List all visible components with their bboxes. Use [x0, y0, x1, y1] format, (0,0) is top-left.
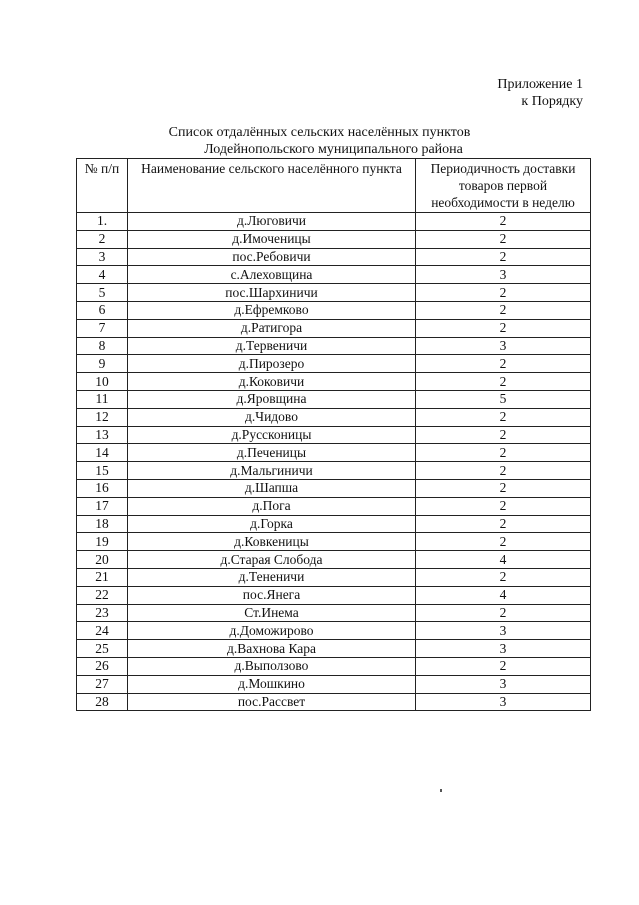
appendix-line-2: к Порядку — [521, 94, 583, 109]
row-number: 4 — [77, 266, 128, 284]
delivery-frequency: 2 — [416, 462, 591, 480]
table-row — [77, 551, 591, 569]
table-header-row — [77, 159, 591, 213]
table-row — [77, 693, 591, 711]
delivery-frequency: 2 — [416, 213, 591, 231]
row-number: 9 — [77, 355, 128, 373]
title-line-2: Лодейнопольского муниципального района — [204, 142, 463, 157]
delivery-frequency: 3 — [416, 622, 591, 640]
row-number: 15 — [77, 462, 128, 480]
row-number: 12 — [77, 408, 128, 426]
table-row — [77, 444, 591, 462]
row-number: 21 — [77, 568, 128, 586]
row-number: 10 — [77, 373, 128, 391]
settlement-name: Ст.Инема — [128, 604, 416, 622]
table-row — [77, 586, 591, 604]
row-number: 26 — [77, 657, 128, 675]
row-number: 17 — [77, 497, 128, 515]
table-row — [77, 408, 591, 426]
settlement-name: д.Пирозеро — [128, 355, 416, 373]
delivery-frequency: 2 — [416, 497, 591, 515]
table-row — [77, 568, 591, 586]
table-row — [77, 515, 591, 533]
table-row — [77, 533, 591, 551]
row-number: 25 — [77, 640, 128, 658]
table-row — [77, 284, 591, 302]
delivery-frequency: 2 — [416, 408, 591, 426]
delivery-frequency: 2 — [416, 515, 591, 533]
appendix-line-1: Приложение 1 — [497, 77, 583, 92]
delivery-frequency: 2 — [416, 301, 591, 319]
table-row — [77, 497, 591, 515]
settlement-name: д.Пога — [128, 497, 416, 515]
row-number: 16 — [77, 479, 128, 497]
delivery-frequency: 3 — [416, 675, 591, 693]
settlement-name: д.Старая Слобода — [128, 551, 416, 569]
delivery-frequency: 3 — [416, 640, 591, 658]
settlement-name: д.Ратигора — [128, 319, 416, 337]
delivery-frequency: 2 — [416, 248, 591, 266]
settlement-name: д.Тененичи — [128, 568, 416, 586]
row-number: 7 — [77, 319, 128, 337]
settlement-name: с.Алеховщина — [128, 266, 416, 284]
delivery-frequency: 2 — [416, 657, 591, 675]
title-line-1: Список отдалённых сельских населённых пунктов — [168, 125, 471, 140]
row-number: 1. — [77, 213, 128, 231]
delivery-frequency: 2 — [416, 284, 591, 302]
settlement-name: д.Чидово — [128, 408, 416, 426]
table-row — [77, 640, 591, 658]
settlements-table — [76, 158, 591, 711]
settlement-name: пос.Шархиничи — [128, 284, 416, 302]
delivery-frequency: 4 — [416, 551, 591, 569]
row-number: 20 — [77, 551, 128, 569]
table-row — [77, 462, 591, 480]
table-row — [77, 301, 591, 319]
settlement-name: д.Руссконицы — [128, 426, 416, 444]
settlement-name: пос.Рассвет — [128, 693, 416, 711]
row-number: 19 — [77, 533, 128, 551]
table-row — [77, 337, 591, 355]
row-number: 22 — [77, 586, 128, 604]
delivery-frequency: 2 — [416, 568, 591, 586]
row-number: 23 — [77, 604, 128, 622]
row-number: 6 — [77, 301, 128, 319]
row-number: 27 — [77, 675, 128, 693]
settlement-name: д.Горка — [128, 515, 416, 533]
delivery-frequency: 2 — [416, 604, 591, 622]
table-row — [77, 248, 591, 266]
delivery-frequency: 2 — [416, 319, 591, 337]
table-row — [77, 657, 591, 675]
settlement-name: д.Ефремково — [128, 301, 416, 319]
delivery-frequency: 3 — [416, 693, 591, 711]
delivery-frequency: 2 — [416, 230, 591, 248]
row-number: 13 — [77, 426, 128, 444]
row-number: 8 — [77, 337, 128, 355]
settlement-name: д.Печеницы — [128, 444, 416, 462]
table-row — [77, 390, 591, 408]
delivery-frequency: 2 — [416, 444, 591, 462]
delivery-frequency: 5 — [416, 390, 591, 408]
settlement-name: д.Выползово — [128, 657, 416, 675]
row-number: 11 — [77, 390, 128, 408]
table-row — [77, 319, 591, 337]
header-delivery-frequency: Периодичность доставки товаров первой необходимости в неделю — [416, 159, 591, 213]
row-number: 3 — [77, 248, 128, 266]
delivery-frequency: 4 — [416, 586, 591, 604]
settlement-name: д.Люговичи — [128, 213, 416, 231]
settlement-name: пос.Ребовичи — [128, 248, 416, 266]
row-number: 18 — [77, 515, 128, 533]
delivery-frequency: 2 — [416, 355, 591, 373]
settlement-name: д.Доможирово — [128, 622, 416, 640]
settlement-name: д.Шапша — [128, 479, 416, 497]
table-row — [77, 355, 591, 373]
delivery-frequency: 2 — [416, 426, 591, 444]
table-row — [77, 373, 591, 391]
row-number: 5 — [77, 284, 128, 302]
delivery-frequency: 2 — [416, 533, 591, 551]
row-number: 14 — [77, 444, 128, 462]
settlement-name: д.Коковичи — [128, 373, 416, 391]
row-number: 2 — [77, 230, 128, 248]
row-number: 24 — [77, 622, 128, 640]
header-number: № п/п — [77, 159, 128, 213]
table-row — [77, 426, 591, 444]
settlement-name: д.Тервеничи — [128, 337, 416, 355]
delivery-frequency: 2 — [416, 479, 591, 497]
appendix-note — [497, 76, 583, 110]
table-body — [77, 213, 591, 711]
table-row — [77, 604, 591, 622]
document-title — [0, 124, 639, 158]
settlement-name: д.Мальгиничи — [128, 462, 416, 480]
settlement-name: д.Вахнова Кара — [128, 640, 416, 658]
row-number: 28 — [77, 693, 128, 711]
scan-speck — [440, 789, 442, 792]
table-row — [77, 675, 591, 693]
settlement-name: пос.Янега — [128, 586, 416, 604]
table-row — [77, 213, 591, 231]
header-settlement-name: Наименование сельского населённого пункта — [128, 159, 416, 213]
table-row — [77, 266, 591, 284]
delivery-frequency: 3 — [416, 266, 591, 284]
table-row — [77, 622, 591, 640]
table-row — [77, 230, 591, 248]
delivery-frequency: 3 — [416, 337, 591, 355]
table-row — [77, 479, 591, 497]
settlement-name: д.Ковкеницы — [128, 533, 416, 551]
settlement-name: д.Яровщина — [128, 390, 416, 408]
settlement-name: д.Имоченицы — [128, 230, 416, 248]
delivery-frequency: 2 — [416, 373, 591, 391]
settlement-name: д.Мошкино — [128, 675, 416, 693]
